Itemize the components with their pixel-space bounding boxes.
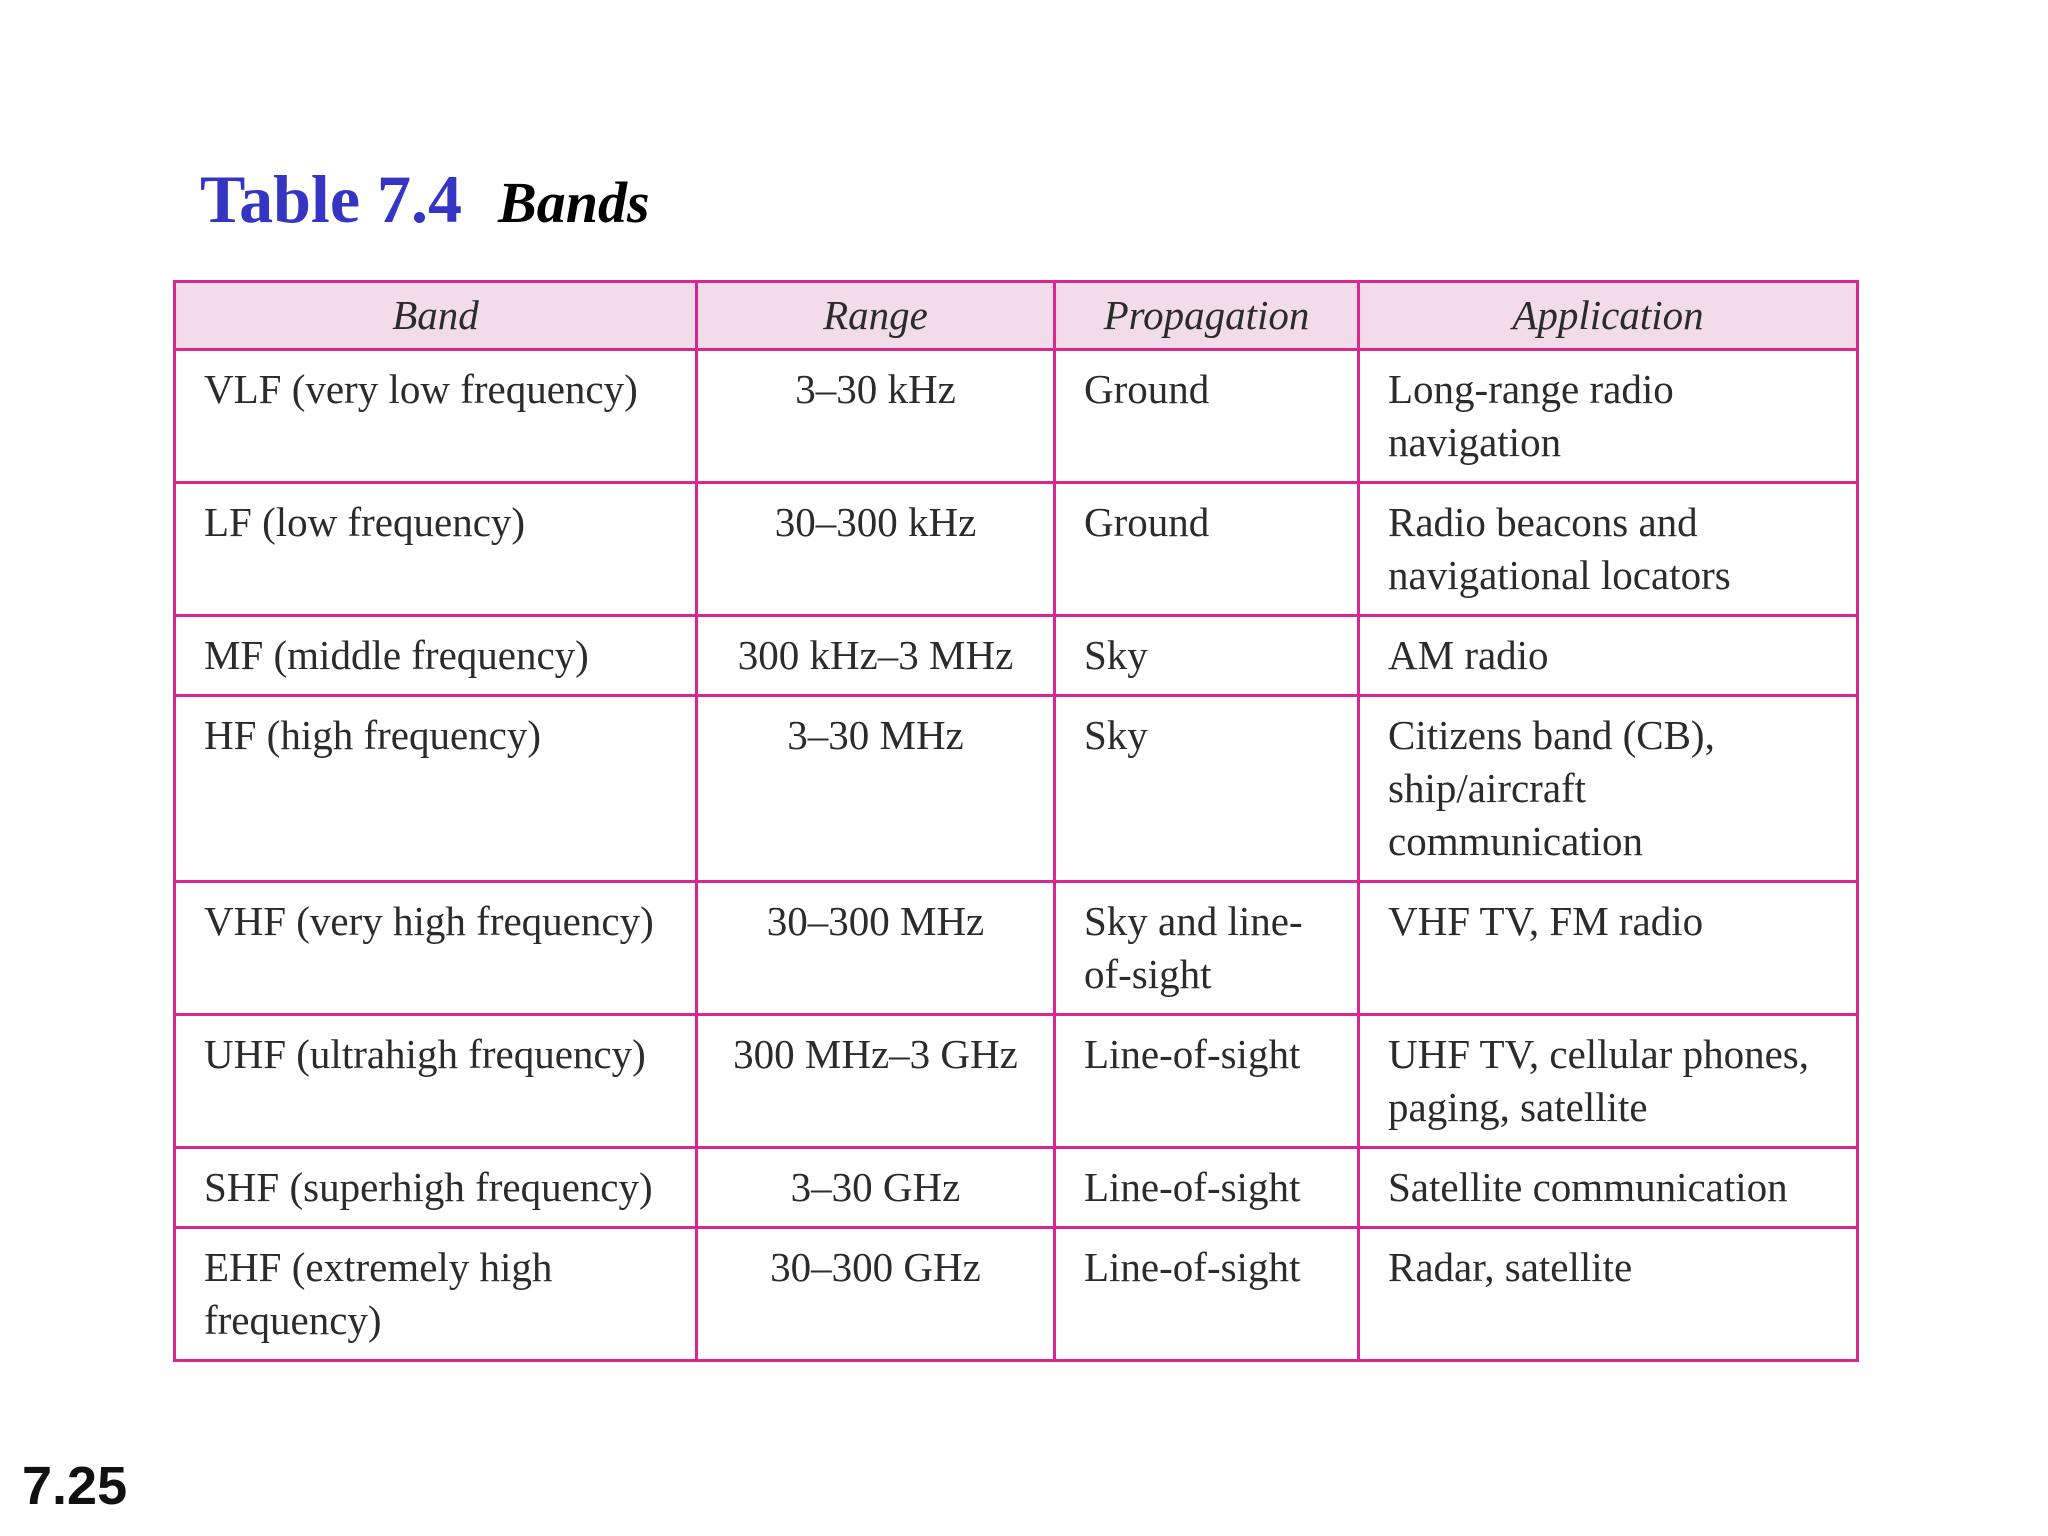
range-cell: 3–30 kHz [697,350,1055,483]
band-cell: VLF (very low frequency) [175,350,697,483]
propagation-cell: Ground [1055,350,1359,483]
band-cell: MF (middle frequency) [175,616,697,696]
application-cell: Satellite communication [1359,1148,1858,1228]
table-title: Bands [498,170,650,235]
propagation-cell: Sky and line-of-sight [1055,882,1359,1015]
table-row [175,882,1858,1015]
column-header-band: Band [175,282,697,350]
propagation-cell: Line-of-sight [1055,1015,1359,1148]
slide-number: 7.25 [22,1456,128,1516]
band-cell: UHF (ultrahigh frequency) [175,1015,697,1148]
table-row [175,1148,1858,1228]
propagation-cell: Line-of-sight [1055,1148,1359,1228]
application-cell: Radio beacons and navigational locators [1359,483,1858,616]
table-row [175,616,1858,696]
application-cell: UHF TV, cellular phones, paging, satellite [1359,1015,1858,1148]
application-cell: AM radio [1359,616,1858,696]
column-header-application: Application [1359,282,1858,350]
propagation-cell: Line-of-sight [1055,1228,1359,1361]
band-cell: SHF (superhigh frequency) [175,1148,697,1228]
range-cell: 30–300 GHz [697,1228,1055,1361]
table-row [175,483,1858,616]
application-cell: VHF TV, FM radio [1359,882,1858,1015]
propagation-cell: Ground [1055,483,1359,616]
table-row [175,350,1858,483]
table-row [175,1015,1858,1148]
propagation-cell: Sky [1055,616,1359,696]
application-cell: Long-range radio navigation [1359,350,1858,483]
bands-table [173,280,1859,1362]
range-cell: 300 kHz–3 MHz [697,616,1055,696]
table-row [175,1228,1858,1361]
range-cell: 30–300 kHz [697,483,1055,616]
application-cell: Radar, satellite [1359,1228,1858,1361]
application-cell: Citizens band (CB), ship/aircraft communication [1359,696,1858,882]
table-caption [200,160,650,239]
band-cell: HF (high frequency) [175,696,697,882]
propagation-cell: Sky [1055,696,1359,882]
column-header-range: Range [697,282,1055,350]
range-cell: 300 MHz–3 GHz [697,1015,1055,1148]
band-cell: VHF (very high frequency) [175,882,697,1015]
band-cell: EHF (extremely high frequency) [175,1228,697,1361]
table-number: Table 7.4 [200,161,463,237]
range-cell: 3–30 MHz [697,696,1055,882]
column-header-propagation: Propagation [1055,282,1359,350]
table-row [175,696,1858,882]
band-cell: LF (low frequency) [175,483,697,616]
range-cell: 3–30 GHz [697,1148,1055,1228]
range-cell: 30–300 MHz [697,882,1055,1015]
table-header-row [175,282,1858,350]
